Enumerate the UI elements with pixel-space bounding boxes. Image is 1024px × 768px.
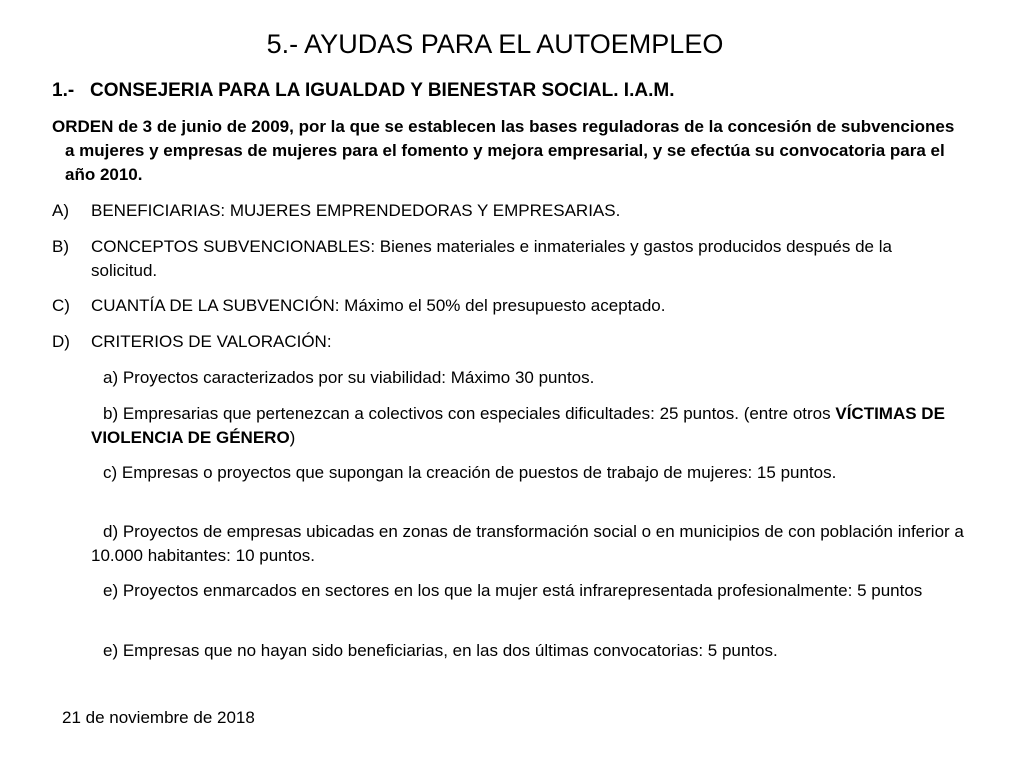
- item-text: CRITERIOS DE VALORACIÓN:: [91, 332, 332, 351]
- item-conceptos: [52, 235, 952, 283]
- criterion-b: [91, 402, 971, 450]
- item-criterios: [52, 330, 952, 354]
- slide-date: 21 de noviembre de 2018: [62, 708, 255, 727]
- criterion-e1: [91, 579, 971, 603]
- criterion-d: [91, 520, 971, 568]
- criterion-e2: [91, 639, 971, 663]
- criterion-e1-text: e) Proyectos enmarcados en sectores en los que la mujer está infrarepresentada profesionalmente: 5 puntos: [103, 581, 923, 600]
- section-heading: [52, 79, 992, 103]
- criterion-e2-text: e) Empresas que no hayan sido beneficiarias, en las dos últimas convocatorias: 5 puntos.: [103, 641, 778, 660]
- criterion-b-bold: VÍCTIMAS DE VIOLENCIA DE GÉNERO: [91, 404, 945, 447]
- item-text: CONCEPTOS SUBVENCIONABLES: Bienes materiales e inmateriales y gastos producidos después de la solicitud.: [91, 237, 892, 280]
- criterion-a: [91, 366, 971, 390]
- section-number: 1.-: [52, 80, 75, 101]
- criterion-c: [91, 461, 971, 485]
- criterion-d-text: d) Proyectos de empresas ubicadas en zonas de transformación social o en municipios de con población inferior a 10.000 habitantes: 10 puntos.: [91, 522, 964, 565]
- criterion-c-text: c) Empresas o proyectos que supongan la creación de puestos de trabajo de mujeres: 15 puntos.: [103, 463, 837, 482]
- criterion-b-end: ): [289, 428, 296, 447]
- item-text: CUANTÍA DE LA SUBVENCIÓN: Máximo el 50% del presupuesto aceptado.: [91, 296, 666, 315]
- item-cuantia: [52, 294, 952, 318]
- section-heading-text: CONSEJERIA PARA LA IGUALDAD Y BIENESTAR SOCIAL. I.A.M.: [90, 80, 675, 101]
- item-letter: C): [52, 296, 70, 315]
- slide-title: 5.- AYUDAS PARA EL AUTOEMPLEO: [266, 29, 724, 59]
- order-description: ORDEN de 3 de junio de 2009, por la que se establecen las bases reguladoras de la concesión de subvenciones a mujeres y empresas de mujeres para el fomento y mejora empresarial, y se efectúa su convocatoria para el año 2010.: [52, 117, 955, 184]
- item-beneficiarias: [52, 199, 952, 223]
- item-letter: D): [52, 332, 70, 351]
- item-letter: B): [52, 237, 69, 256]
- criterion-a-text: a) Proyectos caracterizados por su viabilidad: Máximo 30 puntos.: [103, 368, 595, 387]
- item-text: BENEFICIARIAS: MUJERES EMPRENDEDORAS Y EMPRESARIAS.: [91, 201, 621, 220]
- item-letter: A): [52, 201, 69, 220]
- criterion-b-text: b) Empresarias que pertenezcan a colectivos con especiales dificultades: 25 puntos. (entre otros: [103, 404, 836, 423]
